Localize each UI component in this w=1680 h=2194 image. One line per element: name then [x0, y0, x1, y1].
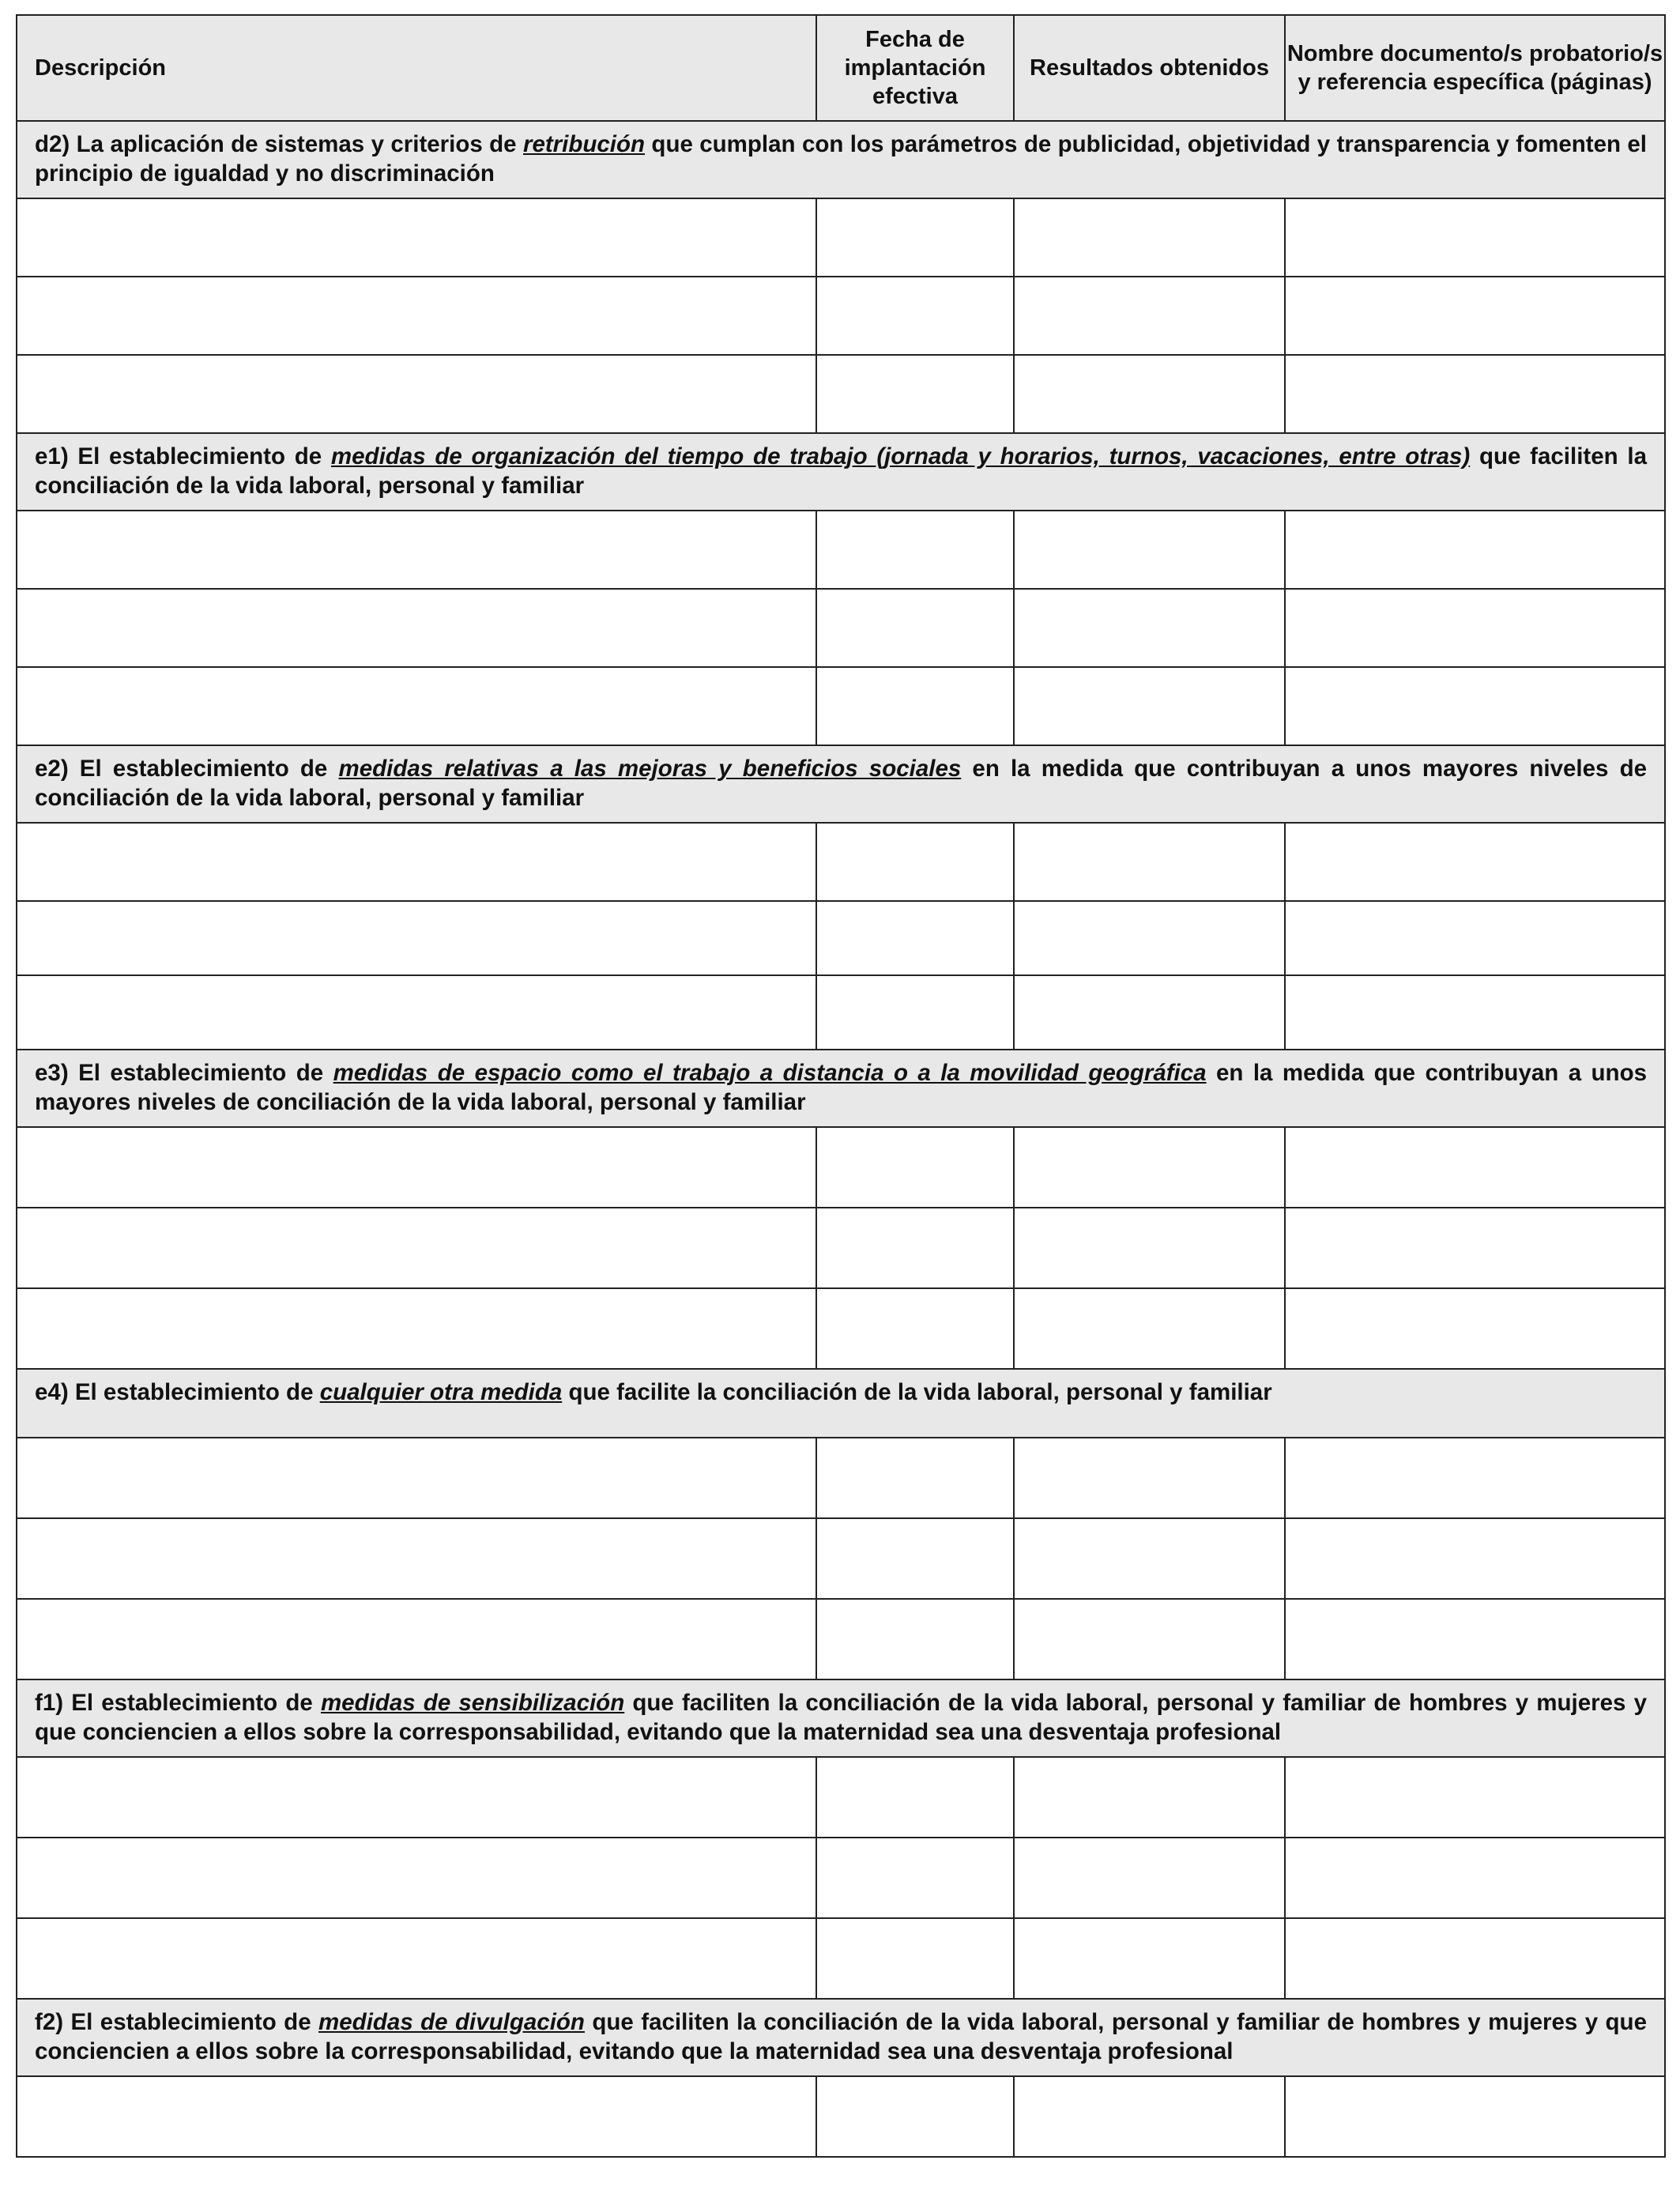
cell-fecha[interactable]	[816, 1127, 1014, 1208]
cell-documento[interactable]	[1285, 589, 1665, 667]
cell-fecha[interactable]	[816, 198, 1014, 277]
cell-descripcion[interactable]	[17, 1599, 816, 1679]
table-row	[17, 1518, 1665, 1599]
cell-resultados[interactable]	[1014, 1518, 1285, 1599]
table-row	[17, 355, 1665, 433]
cell-descripcion[interactable]	[17, 1127, 816, 1208]
form-page	[16, 14, 1664, 2158]
table-row	[17, 975, 1665, 1050]
cell-documento[interactable]	[1285, 1757, 1665, 1838]
cell-documento[interactable]	[1285, 823, 1665, 901]
table-row	[17, 1438, 1665, 1518]
section-row-f1	[17, 1679, 1665, 1757]
cell-resultados[interactable]	[1014, 1438, 1285, 1518]
cell-documento[interactable]	[1285, 1918, 1665, 1999]
cell-resultados[interactable]	[1014, 355, 1285, 433]
cell-descripcion[interactable]	[17, 823, 816, 901]
cell-descripcion[interactable]	[17, 1208, 816, 1288]
header-descripcion: Descripción	[17, 15, 816, 121]
cell-descripcion[interactable]	[17, 1757, 816, 1838]
cell-fecha[interactable]	[816, 589, 1014, 667]
measures-table	[16, 14, 1666, 2158]
cell-resultados[interactable]	[1014, 1918, 1285, 1999]
cell-fecha[interactable]	[816, 277, 1014, 355]
cell-documento[interactable]	[1285, 1438, 1665, 1518]
section-text: e1) El establecimiento de medidas de organización del tiempo de trabajo (jornada y horarios, turnos, vacaciones, entre otras) que faciliten la conciliación de la vida laboral, personal y familiar	[17, 433, 1665, 511]
table-row	[17, 1757, 1665, 1838]
table-row	[17, 277, 1665, 355]
cell-documento[interactable]	[1285, 2076, 1665, 2157]
cell-documento[interactable]	[1285, 1208, 1665, 1288]
table-row	[17, 667, 1665, 745]
cell-fecha[interactable]	[816, 1918, 1014, 1999]
table-row	[17, 823, 1665, 901]
section-row-f2	[17, 1999, 1665, 2076]
cell-documento[interactable]	[1285, 1127, 1665, 1208]
cell-documento[interactable]	[1285, 198, 1665, 277]
section-row-e2	[17, 745, 1665, 823]
cell-descripcion[interactable]	[17, 511, 816, 589]
table-row	[17, 901, 1665, 975]
cell-fecha[interactable]	[816, 1757, 1014, 1838]
cell-resultados[interactable]	[1014, 901, 1285, 975]
cell-documento[interactable]	[1285, 1838, 1665, 1918]
table-row	[17, 589, 1665, 667]
section-row-e1	[17, 433, 1665, 511]
section-text: f1) El establecimiento de medidas de sensibilización que faciliten la conciliación de la vida laboral, personal y familiar de hombres y mujeres y que conciencien a ellos sobre la corresponsabilidad, evitando que la maternidad sea una desventaja profesional	[17, 1679, 1665, 1757]
table-row	[17, 1838, 1665, 1918]
cell-fecha[interactable]	[816, 667, 1014, 745]
table-row	[17, 1288, 1665, 1369]
section-text: e3) El establecimiento de medidas de espacio como el trabajo a distancia o a la movilidad geográfica en la medida que contribuyan a unos mayores niveles de conciliación de la vida laboral, personal y familiar	[17, 1050, 1665, 1127]
cell-documento[interactable]	[1285, 975, 1665, 1050]
table-row	[17, 1599, 1665, 1679]
cell-resultados[interactable]	[1014, 1127, 1285, 1208]
cell-descripcion[interactable]	[17, 1438, 816, 1518]
section-text: e4) El establecimiento de cualquier otra medida que facilite la conciliación de la vida laboral, personal y familiar	[17, 1369, 1665, 1438]
cell-fecha[interactable]	[816, 1518, 1014, 1599]
cell-descripcion[interactable]	[17, 589, 816, 667]
cell-descripcion[interactable]	[17, 1918, 816, 1999]
cell-descripcion[interactable]	[17, 975, 816, 1050]
cell-resultados[interactable]	[1014, 823, 1285, 901]
cell-resultados[interactable]	[1014, 1208, 1285, 1288]
cell-resultados[interactable]	[1014, 975, 1285, 1050]
cell-descripcion[interactable]	[17, 355, 816, 433]
cell-descripcion[interactable]	[17, 277, 816, 355]
cell-fecha[interactable]	[816, 901, 1014, 975]
cell-descripcion[interactable]	[17, 198, 816, 277]
section-row-e4	[17, 1369, 1665, 1438]
cell-descripcion[interactable]	[17, 1288, 816, 1369]
cell-descripcion[interactable]	[17, 667, 816, 745]
cell-resultados[interactable]	[1014, 667, 1285, 745]
table-row	[17, 511, 1665, 589]
cell-resultados[interactable]	[1014, 1288, 1285, 1369]
cell-documento[interactable]	[1285, 1599, 1665, 1679]
table-row	[17, 2076, 1665, 2157]
cell-descripcion[interactable]	[17, 1838, 816, 1918]
cell-documento[interactable]	[1285, 667, 1665, 745]
cell-fecha[interactable]	[816, 823, 1014, 901]
cell-documento[interactable]	[1285, 511, 1665, 589]
cell-resultados[interactable]	[1014, 277, 1285, 355]
cell-descripcion[interactable]	[17, 901, 816, 975]
cell-resultados[interactable]	[1014, 1599, 1285, 1679]
cell-resultados[interactable]	[1014, 511, 1285, 589]
cell-resultados[interactable]	[1014, 1757, 1285, 1838]
table-row	[17, 1918, 1665, 1999]
section-text: e2) El establecimiento de medidas relativas a las mejoras y beneficios sociales en la medida que contribuyan a unos mayores niveles de conciliación de la vida laboral, personal y familiar	[17, 745, 1665, 823]
cell-fecha[interactable]	[816, 355, 1014, 433]
header-resultados: Resultados obtenidos	[1014, 15, 1285, 121]
header-fecha: Fecha de implantación efectiva	[816, 15, 1014, 121]
header-documento: Nombre documento/s probatorio/s y referencia específica (páginas)	[1285, 15, 1665, 121]
cell-fecha[interactable]	[816, 1208, 1014, 1288]
table-row	[17, 1208, 1665, 1288]
cell-fecha[interactable]	[816, 511, 1014, 589]
cell-fecha[interactable]	[816, 1838, 1014, 1918]
section-row-d2	[17, 121, 1665, 198]
cell-fecha[interactable]	[816, 2076, 1014, 2157]
section-text: d2) La aplicación de sistemas y criterios de retribución que cumplan con los parámetros de publicidad, objetividad y transparencia y fomenten el principio de igualdad y no discriminación	[17, 121, 1665, 198]
cell-resultados[interactable]	[1014, 198, 1285, 277]
cell-descripcion[interactable]	[17, 1518, 816, 1599]
cell-fecha[interactable]	[816, 1599, 1014, 1679]
cell-documento[interactable]	[1285, 277, 1665, 355]
cell-documento[interactable]	[1285, 355, 1665, 433]
table-row	[17, 1127, 1665, 1208]
cell-documento[interactable]	[1285, 901, 1665, 975]
table-row	[17, 198, 1665, 277]
cell-documento[interactable]	[1285, 1288, 1665, 1369]
table-header	[17, 15, 1665, 121]
cell-documento[interactable]	[1285, 1518, 1665, 1599]
cell-resultados[interactable]	[1014, 2076, 1285, 2157]
section-row-e3	[17, 1050, 1665, 1127]
section-text: f2) El establecimiento de medidas de divulgación que faciliten la conciliación de la vida laboral, personal y familiar de hombres y mujeres y que conciencien a ellos sobre la corresponsabilidad, evitando que la maternidad sea una desventaja profesional	[17, 1999, 1665, 2076]
cell-fecha[interactable]	[816, 1288, 1014, 1369]
cell-fecha[interactable]	[816, 1438, 1014, 1518]
cell-resultados[interactable]	[1014, 1838, 1285, 1918]
cell-descripcion[interactable]	[17, 2076, 816, 2157]
cell-fecha[interactable]	[816, 975, 1014, 1050]
cell-resultados[interactable]	[1014, 589, 1285, 667]
